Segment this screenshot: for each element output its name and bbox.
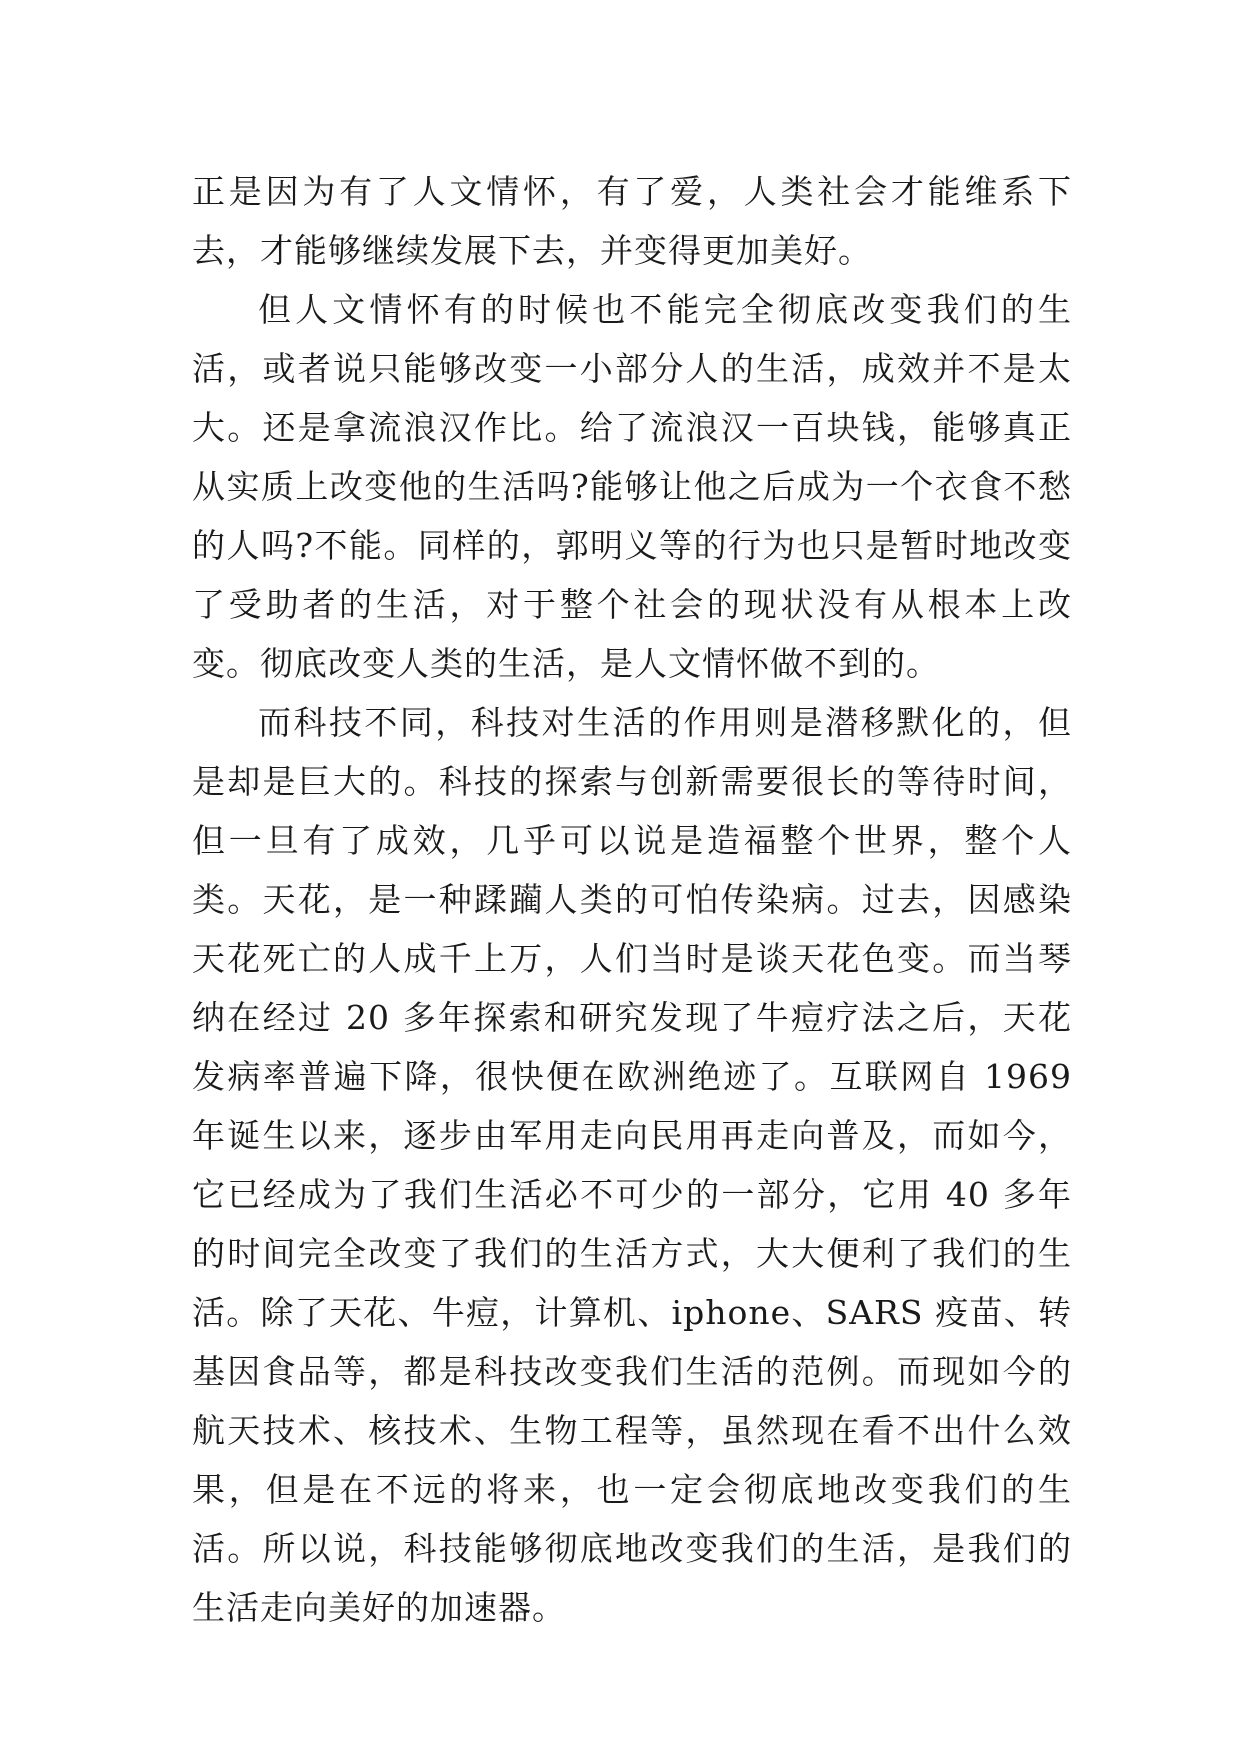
paragraph-2: 但人文情怀有的时候也不能完全彻底改变我们的生活，或者说只能够改变一小部分人的生活，成效并不是太大。还是拿流浪汉作比。给了流浪汉一百块钱，能够真正从实质上改变他的生活吗?能够让他之后成为一个衣食不愁的人吗?不能。同样的，郭明义等的行为也只是暂时地改变了受助者的生活，对于整个社会的现状没有从根本上改变。彻底改变人类的生活，是人文情怀做不到的。 [192, 290, 1072, 683]
document-body [192, 162, 1072, 1637]
paragraph-1: 正是因为有了人文情怀，有了爱，人类社会才能维系下去，才能够继续发展下去，并变得更加美好。 [192, 172, 1072, 270]
paragraph-3: 而科技不同，科技对生活的作用则是潜移默化的，但是却是巨大的。科技的探索与创新需要很长的等待时间，但一旦有了成效，几乎可以说是造福整个世界，整个人类。天花，是一种蹂躏人类的可怕传染病。过去，因感染天花死亡的人成千上万，人们当时是谈天花色变。而当琴纳在经过 20 多年探索和研究发现了牛痘疗法之后，天花发病率普遍下降，很快便在欧洲绝迹了。互联网自 1969 年诞生以来，逐步由军用走向民用再走向普及，而如今，它已经成为了我们生活必不可少的一部分，它用 40 多年的时间完全改变了我们的生活方式，大大便利了我们的生活。除了天花、牛痘，计算机、iphone、SARS 疫苗、转基因食品等，都是科技改变我们生活的范例。而现如今的航天技术、核技术、生物工程等，虽然现在看不出什么效果，但是在不远的将来，也一定会彻底地改变我们的生活。所以说，科技能够彻底地改变我们的生活，是我们的生活走向美好的加速器。 [192, 703, 1072, 1627]
